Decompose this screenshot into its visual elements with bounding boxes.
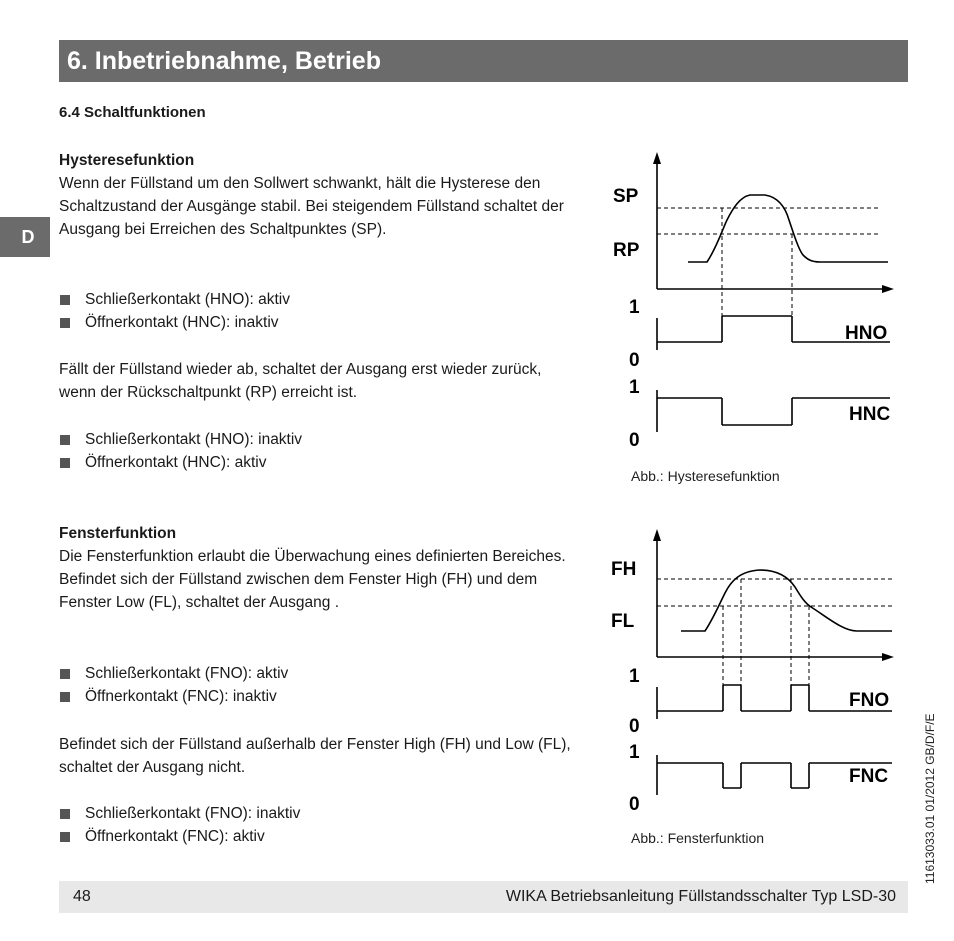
rp-label: RP — [613, 240, 640, 261]
hysterese-text1: Wenn der Füllstand um den Sollwert schwankt, hält die Hysterese den Schaltzustand der Ausgänge stabil. Bei steigendem Füllstand schaltet der Ausgang bei Erreichen des Schaltpunktes (SP). — [59, 175, 564, 238]
fenster-bullets2 — [59, 802, 579, 848]
x-axis-arrow-icon — [882, 653, 894, 661]
section-title: 6.4 Schaltfunktionen — [59, 104, 206, 121]
hnc-label: HNC — [849, 404, 891, 425]
hysterese-subtitle: Hysteresefunktion — [59, 152, 195, 169]
fno-label: FNO — [849, 690, 890, 711]
hysterese-bullets2 — [59, 428, 579, 474]
hysterese-text2: Fällt der Füllstand wieder ab, schaltet der Ausgang erst wieder zurück, wenn der Rückschaltpunkt (RP) erreicht ist. — [59, 361, 542, 401]
fenster-text2-block — [59, 733, 579, 779]
y-axis-arrow-icon — [653, 152, 661, 164]
fenster-diagram — [595, 527, 900, 822]
hysterese-bullets1 — [59, 288, 579, 334]
fnc-label: FNC — [849, 766, 889, 787]
fno-zero-label: 0 — [629, 716, 640, 737]
page-footer — [59, 881, 908, 913]
fenster-svg — [595, 527, 900, 822]
bullet-square-icon — [60, 435, 70, 445]
list-item: Schließerkontakt (HNO): inaktiv — [59, 428, 579, 451]
fenster-subtitle: Fensterfunktion — [59, 525, 177, 542]
hno-zero-label: 0 — [629, 350, 640, 371]
list-item: Schließerkontakt (FNO): aktiv — [59, 662, 579, 685]
page-number: 48 — [73, 888, 91, 905]
hysterese-caption: Abb.: Hysteresefunktion — [631, 468, 780, 484]
list-item: Schließerkontakt (FNO): inaktiv — [59, 802, 579, 825]
list-item: Öffnerkontakt (HNC): inaktiv — [59, 311, 579, 334]
hysterese-text2-block — [59, 358, 579, 404]
hnc-one-label: 1 — [629, 377, 640, 398]
list-item: Öffnerkontakt (HNC): aktiv — [59, 451, 579, 474]
fenster-text1b: Befindet sich der Füllstand zwischen dem Fenster High (FH) und dem Fenster Low (FL), schaltet der Ausgang . — [59, 571, 538, 611]
bullet-square-icon — [60, 318, 70, 328]
hysterese-diagram — [595, 150, 900, 460]
list-item: Öffnerkontakt (FNC): aktiv — [59, 825, 579, 848]
language-tab: D — [0, 217, 50, 257]
document-id: 11613033.01 01/2012 GB/D/F/E — [923, 713, 937, 884]
y-axis-arrow-icon — [653, 529, 661, 541]
fnc-one-label: 1 — [629, 742, 640, 763]
bullet-square-icon — [60, 692, 70, 702]
list-item: Schließerkontakt (HNO): aktiv — [59, 288, 579, 311]
fl-label: FL — [611, 611, 635, 632]
fenster-text1: Die Fensterfunktion erlaubt die Überwachung eines definierten Bereiches. — [59, 548, 566, 565]
bullet-square-icon — [60, 458, 70, 468]
footer-title: WIKA Betriebsanleitung Füllstandsschalter Typ LSD-30 — [505, 888, 896, 905]
fh-label: FH — [611, 559, 637, 580]
bullet-square-icon — [60, 669, 70, 679]
bullet-square-icon — [60, 295, 70, 305]
chapter-title: 6. Inbetriebnahme, Betrieb — [67, 47, 381, 75]
x-axis-arrow-icon — [882, 285, 894, 293]
fenster-caption: Abb.: Fensterfunktion — [631, 830, 765, 846]
hysterese-block — [59, 149, 579, 241]
hnc-zero-label: 0 — [629, 430, 640, 451]
bullet-square-icon — [60, 809, 70, 819]
fno-one-label: 1 — [629, 666, 640, 687]
hno-one-label: 1 — [629, 297, 640, 318]
list-item: Öffnerkontakt (FNC): inaktiv — [59, 685, 579, 708]
sp-label: SP — [613, 186, 639, 207]
fnc-zero-label: 0 — [629, 794, 640, 815]
bullet-square-icon — [60, 832, 70, 842]
chapter-header — [59, 40, 908, 82]
level-curve — [688, 195, 888, 262]
fenster-bullets1 — [59, 662, 579, 708]
hno-label: HNO — [845, 323, 888, 344]
fenster-text2: Befindet sich der Füllstand außerhalb der Fenster High (FH) und Low (FL), schaltet der Ausgang nicht. — [59, 736, 571, 776]
hysterese-svg — [595, 150, 900, 460]
fenster-block — [59, 522, 579, 614]
